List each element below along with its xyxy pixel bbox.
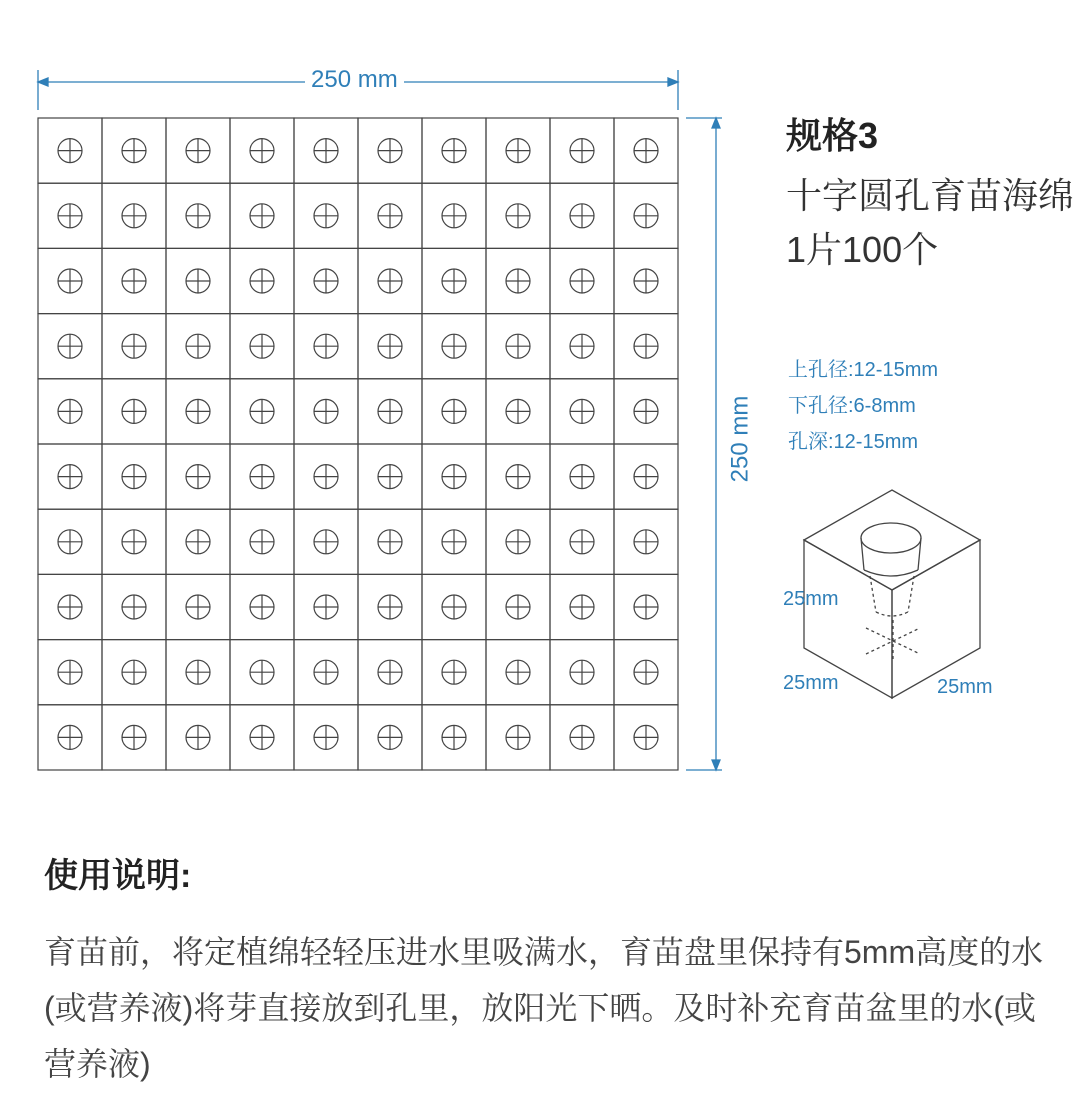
crossed-circle-icon: [442, 595, 466, 619]
height-arrow-bottom: [712, 760, 720, 770]
grid-cell: [422, 509, 486, 574]
grid-cell: [486, 183, 550, 248]
crossed-circle-icon: [570, 725, 594, 749]
grid-cell: [166, 574, 230, 639]
crossed-circle-icon: [570, 204, 594, 228]
usage-instructions: 育苗前，将定植绵轻轻压进水里吸满水，育苗盘里保持有5mm高度的水(或营养液)将芽直接放到孔里，放阳光下晒。及时补充育苗盆里的水(或营养液): [44, 934, 1044, 1082]
crossed-circle-icon: [634, 269, 658, 293]
grid-cell: [102, 183, 166, 248]
crossed-circle-icon: [570, 139, 594, 163]
grid-cell: [550, 574, 614, 639]
grid-cell: [486, 248, 550, 313]
crossed-circle-icon: [506, 334, 530, 358]
crossed-circle-icon: [442, 269, 466, 293]
crossed-circle-icon: [314, 595, 338, 619]
crossed-circle-icon: [442, 530, 466, 554]
grid-cell: [38, 444, 102, 509]
grid-cell: [486, 640, 550, 705]
grid-cell: [38, 118, 102, 183]
grid-cell: [422, 574, 486, 639]
crossed-circle-icon: [314, 725, 338, 749]
crossed-circle-icon: [58, 530, 82, 554]
grid-cell: [550, 379, 614, 444]
crossed-circle-icon: [506, 399, 530, 423]
grid-cell: [550, 314, 614, 379]
grid-cell: [550, 509, 614, 574]
cube-width-label: 25mm: [937, 676, 993, 698]
grid-cell: [102, 640, 166, 705]
crossed-circle-icon: [634, 725, 658, 749]
spec-product-name: 十字圆孔育苗海绵: [786, 175, 1075, 216]
grid-cell: [422, 640, 486, 705]
width-arrow-left: [38, 78, 48, 86]
crossed-circle-icon: [250, 139, 274, 163]
width-dimension-label: 250 mm: [305, 66, 404, 94]
crossed-circle-icon: [122, 399, 146, 423]
crossed-circle-icon: [250, 660, 274, 684]
grid-cell: [486, 314, 550, 379]
grid-cell: [230, 444, 294, 509]
grid-cell: [422, 314, 486, 379]
grid-cell: [358, 640, 422, 705]
grid-cell: [550, 444, 614, 509]
crossed-circle-icon: [122, 139, 146, 163]
grid-cell: [614, 379, 678, 444]
crossed-circle-icon: [122, 465, 146, 489]
grid-cell: [166, 248, 230, 313]
crossed-circle-icon: [314, 139, 338, 163]
grid-cell: [230, 314, 294, 379]
crossed-circle-icon: [634, 530, 658, 554]
grid-cell: [550, 118, 614, 183]
cube-depth-label: 25mm: [783, 672, 839, 694]
grid-cell: [38, 705, 102, 770]
grid-cell: [166, 379, 230, 444]
crossed-circle-icon: [250, 399, 274, 423]
crossed-circle-icon: [570, 269, 594, 293]
grid-cell: [166, 183, 230, 248]
grid-cell: [166, 314, 230, 379]
grid-cell: [358, 248, 422, 313]
crossed-circle-icon: [506, 725, 530, 749]
crossed-circle-icon: [506, 465, 530, 489]
crossed-circle-icon: [122, 269, 146, 293]
crossed-circle-icon: [250, 530, 274, 554]
grid-cell: [230, 379, 294, 444]
grid-cell: [102, 118, 166, 183]
grid-cell: [486, 509, 550, 574]
crossed-circle-icon: [378, 204, 402, 228]
crossed-circle-icon: [634, 399, 658, 423]
grid-cell: [166, 705, 230, 770]
grid-cell: [358, 314, 422, 379]
crossed-circle-icon: [314, 660, 338, 684]
crossed-circle-icon: [634, 334, 658, 358]
grid-cell: [294, 118, 358, 183]
crossed-circle-icon: [250, 334, 274, 358]
grid-cell: [166, 444, 230, 509]
grid-cell: [422, 183, 486, 248]
grid-cell: [230, 640, 294, 705]
grid-cell: [358, 509, 422, 574]
height-dimension-label: 250 mm: [726, 390, 754, 489]
crossed-circle-icon: [186, 269, 210, 293]
grid-cell: [614, 248, 678, 313]
crossed-circle-icon: [634, 660, 658, 684]
crossed-circle-icon: [570, 334, 594, 358]
crossed-circle-icon: [186, 725, 210, 749]
grid-cell: [422, 118, 486, 183]
grid-cell: [166, 509, 230, 574]
grid-cell: [230, 509, 294, 574]
grid-cell: [102, 705, 166, 770]
crossed-circle-icon: [570, 660, 594, 684]
crossed-circle-icon: [250, 204, 274, 228]
grid-cell: [614, 705, 678, 770]
crossed-circle-icon: [442, 334, 466, 358]
grid-cell: [358, 705, 422, 770]
grid-cell: [550, 248, 614, 313]
grid-cell: [422, 705, 486, 770]
grid-cell: [614, 574, 678, 639]
crossed-circle-icon: [634, 139, 658, 163]
crossed-circle-icon: [506, 139, 530, 163]
crossed-circle-icon: [122, 660, 146, 684]
hole-top-ellipse: [861, 523, 921, 553]
crossed-circle-icon: [442, 399, 466, 423]
crossed-circle-icon: [58, 595, 82, 619]
grid-cell: [166, 640, 230, 705]
grid-cell: [102, 314, 166, 379]
hole-hidden-left: [870, 576, 876, 612]
grid-cell: [38, 314, 102, 379]
crossed-circle-icon: [506, 595, 530, 619]
grid-cell: [294, 509, 358, 574]
grid-cell: [102, 444, 166, 509]
crossed-circle-icon: [378, 595, 402, 619]
crossed-circle-icon: [442, 139, 466, 163]
grid-cell: [102, 574, 166, 639]
crossed-circle-icon: [250, 595, 274, 619]
crossed-circle-icon: [634, 595, 658, 619]
grid-cell: [294, 444, 358, 509]
cube-right-face: [892, 540, 980, 698]
grid-cell: [102, 248, 166, 313]
grid-cells: [38, 118, 678, 770]
crossed-circle-icon: [378, 334, 402, 358]
crossed-circle-icon: [506, 204, 530, 228]
crossed-circle-icon: [314, 334, 338, 358]
spec-count: 1片100个: [786, 229, 939, 270]
grid-cell: [550, 705, 614, 770]
grid-cell: [230, 248, 294, 313]
crossed-circle-icon: [442, 204, 466, 228]
grid-cell: [38, 183, 102, 248]
grid-cell: [550, 183, 614, 248]
crossed-circle-icon: [186, 530, 210, 554]
grid-cell: [294, 705, 358, 770]
crossed-circle-icon: [186, 595, 210, 619]
crossed-circle-icon: [378, 399, 402, 423]
crossed-circle-icon: [58, 139, 82, 163]
grid-cell: [230, 118, 294, 183]
grid-cell: [294, 248, 358, 313]
crossed-circle-icon: [378, 139, 402, 163]
crossed-circle-icon: [250, 725, 274, 749]
grid-cell: [294, 574, 358, 639]
crossed-circle-icon: [122, 595, 146, 619]
grid-cell: [358, 444, 422, 509]
crossed-circle-icon: [186, 334, 210, 358]
grid-cell: [422, 379, 486, 444]
crossed-circle-icon: [378, 465, 402, 489]
grid-cell: [358, 118, 422, 183]
grid-cell: [614, 314, 678, 379]
crossed-circle-icon: [250, 465, 274, 489]
grid-cell: [102, 509, 166, 574]
crossed-circle-icon: [506, 269, 530, 293]
grid-cell: [614, 183, 678, 248]
crossed-circle-icon: [570, 595, 594, 619]
grid-cell: [358, 379, 422, 444]
crossed-circle-icon: [314, 204, 338, 228]
crossed-circle-icon: [378, 530, 402, 554]
grid-cell: [38, 640, 102, 705]
height-arrow-top: [712, 118, 720, 128]
crossed-circle-icon: [186, 399, 210, 423]
crossed-circle-icon: [378, 725, 402, 749]
crossed-circle-icon: [122, 334, 146, 358]
crossed-circle-icon: [58, 269, 82, 293]
cube-height-label: 25mm: [783, 588, 839, 610]
width-arrow-right: [668, 78, 678, 86]
spec-lower-hole-diameter: 下孔径:6-8mm: [788, 395, 916, 417]
grid-cell: [486, 574, 550, 639]
crossed-circle-icon: [506, 660, 530, 684]
hole-hidden-right: [908, 576, 914, 612]
crossed-circle-icon: [634, 204, 658, 228]
cube-top-face: [804, 490, 980, 590]
crossed-circle-icon: [250, 269, 274, 293]
grid-cell: [230, 183, 294, 248]
crossed-circle-icon: [314, 465, 338, 489]
grid-cell: [486, 118, 550, 183]
grid-cell: [486, 444, 550, 509]
crossed-circle-icon: [314, 530, 338, 554]
grid-cell: [102, 379, 166, 444]
crossed-circle-icon: [122, 204, 146, 228]
grid-cell: [294, 379, 358, 444]
crossed-circle-icon: [442, 660, 466, 684]
grid-cell: [166, 118, 230, 183]
grid-cell: [294, 640, 358, 705]
crossed-circle-icon: [442, 465, 466, 489]
grid-cell: [550, 640, 614, 705]
crossed-circle-icon: [570, 530, 594, 554]
spec-upper-hole-diameter: 上孔径:12-15mm: [788, 359, 939, 381]
grid-cell: [614, 509, 678, 574]
crossed-circle-icon: [58, 660, 82, 684]
grid-cell: [614, 640, 678, 705]
crossed-circle-icon: [442, 725, 466, 749]
grid-cell: [294, 183, 358, 248]
crossed-circle-icon: [122, 725, 146, 749]
crossed-circle-icon: [186, 465, 210, 489]
usage-title: 使用说明:: [44, 857, 192, 895]
grid-cell: [38, 248, 102, 313]
crossed-circle-icon: [314, 269, 338, 293]
crossed-circle-icon: [570, 399, 594, 423]
grid-cell: [230, 574, 294, 639]
grid-cell: [422, 444, 486, 509]
crossed-circle-icon: [186, 660, 210, 684]
grid-cell: [38, 509, 102, 574]
crossed-circle-icon: [122, 530, 146, 554]
spec-hole-depth: 孔深:12-15mm: [788, 431, 919, 453]
crossed-circle-icon: [634, 465, 658, 489]
crossed-circle-icon: [378, 660, 402, 684]
grid-cell: [486, 705, 550, 770]
crossed-circle-icon: [186, 204, 210, 228]
grid-cell: [614, 118, 678, 183]
crossed-circle-icon: [378, 269, 402, 293]
crossed-circle-icon: [314, 399, 338, 423]
grid-cell: [38, 379, 102, 444]
crossed-circle-icon: [58, 334, 82, 358]
crossed-circle-icon: [58, 204, 82, 228]
grid-cell: [422, 248, 486, 313]
grid-cell: [358, 574, 422, 639]
crossed-circle-icon: [506, 530, 530, 554]
hole-front-rim: [864, 570, 918, 576]
crossed-circle-icon: [186, 139, 210, 163]
crossed-circle-icon: [570, 465, 594, 489]
grid-cell: [486, 379, 550, 444]
grid-cell: [358, 183, 422, 248]
crossed-circle-icon: [58, 399, 82, 423]
grid-cell: [38, 574, 102, 639]
grid-cell: [294, 314, 358, 379]
crossed-circle-icon: [58, 725, 82, 749]
crossed-circle-icon: [58, 465, 82, 489]
grid-cell: [230, 705, 294, 770]
grid-cell: [614, 444, 678, 509]
spec-title: 规格3: [786, 115, 879, 156]
